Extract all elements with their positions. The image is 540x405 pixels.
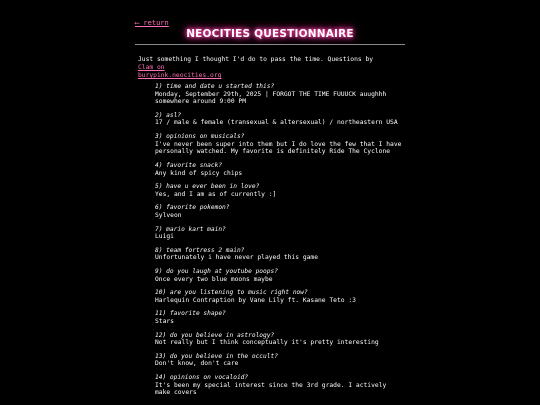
qa-item — [155, 83, 405, 106]
question: 2) asl? — [155, 111, 182, 119]
qa-item — [155, 226, 405, 241]
qa-item — [155, 268, 405, 283]
answer: Harlequin Contraption by Vane Lily ft. Kasane Teto :3 — [155, 296, 356, 304]
question: 8) team fortress 2 main? — [155, 246, 245, 254]
answer: Don't know, don't care — [155, 360, 239, 368]
qa-item — [155, 310, 405, 325]
page-title: NEOCITIES QUESTIONNAIRE — [186, 28, 354, 40]
qa-item — [155, 247, 405, 262]
question: 7) mario kart main? — [155, 225, 226, 233]
question: 14) opinions on vocaloid? — [155, 374, 249, 382]
qa-item — [155, 204, 405, 219]
question: 4) favorite snack? — [155, 162, 223, 170]
question: 5) have u ever been in love? — [155, 183, 260, 191]
question: 3) opinions on musicals? — [155, 133, 245, 141]
answer: I've never been super into them but I do love the few that I have personally watched. My favorite is definitely Ride The Cyclone — [155, 140, 402, 156]
answer: Not really but I think conceptually it's pretty interesting — [155, 339, 379, 347]
answer: Luigi — [155, 233, 174, 241]
qa-item — [155, 289, 405, 304]
question: 13) do you believe in the occult? — [155, 352, 278, 360]
answer: 17 / male & female (transexual & altersexual) / northeastern USA — [155, 119, 398, 127]
answer: Unfortunately i have never played this game — [155, 254, 319, 262]
return-link[interactable]: ⟵ return — [135, 19, 169, 27]
qa-item — [155, 112, 405, 127]
credit-link[interactable] — [138, 64, 221, 79]
questionnaire-list — [155, 83, 405, 403]
qa-item — [155, 332, 405, 347]
qa-item — [155, 162, 405, 177]
title-divider — [135, 44, 405, 45]
question: 6) favorite pokemon? — [155, 204, 230, 212]
intro-paragraph — [138, 56, 388, 80]
question: 10) are you listening to music right now? — [155, 289, 308, 297]
question: 1) time and date u started this? — [155, 83, 275, 90]
intro-text: Just something I thought I'd do to pass the time. Questions by — [138, 56, 374, 63]
question: 12) do you believe in astrology? — [155, 331, 275, 339]
answer: Once every two blue moons maybe — [155, 275, 273, 283]
question: 9) do you laugh at youtube poops? — [155, 268, 278, 276]
credit-site: burypink.neocities.org — [138, 72, 222, 79]
answer: Sylveon — [155, 211, 182, 219]
qa-item — [155, 353, 405, 368]
answer: Stars — [155, 317, 174, 325]
answer: Yes, and I am as of currently :] — [155, 190, 277, 198]
qa-item — [155, 183, 405, 198]
answer: Any kind of spicy chips — [155, 169, 243, 177]
credit-name: Clam on — [138, 64, 165, 71]
qa-item — [155, 133, 405, 156]
answer: It's been my special interest since the 3rd grade. I actively make covers — [155, 381, 387, 397]
question: 11) favorite shape? — [155, 310, 226, 318]
qa-item — [155, 374, 405, 397]
answer: Monday, September 29th, 2025 | FORGOT THE TIME FUUUCK auughhh somewhere around 9:00 PM — [155, 90, 387, 106]
